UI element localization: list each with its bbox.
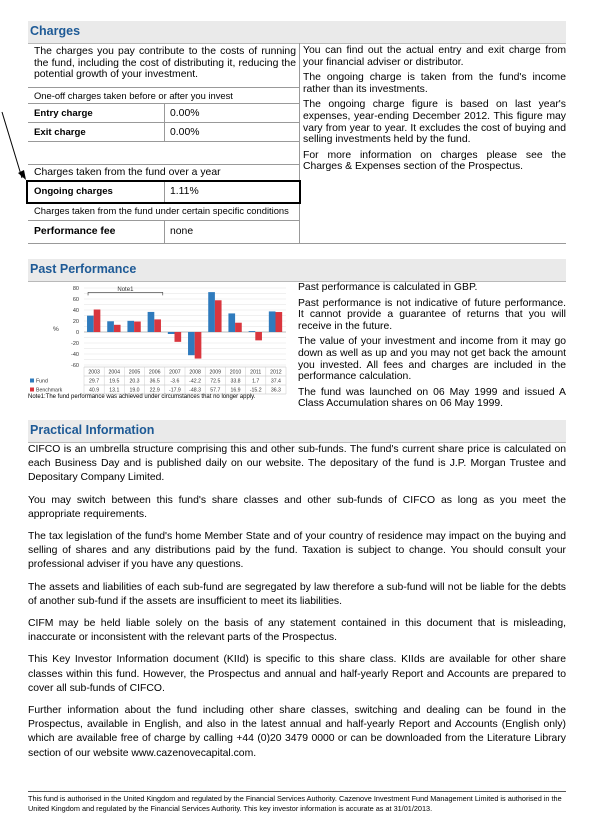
pi-paragraph: CIFM may be held liable solely on the basis of any statement contained in this document that is misleading, inaccurate or inconsistent with the relevant parts of the Prospectus. (28, 618, 566, 644)
pi-paragraph: CIFCO is an umbrella structure comprising this and other sub-funds. The fund's current share price is calculated on each Business Day and is published daily on our website. The depositary of the fund is J.P. Morgan Trustee and Depositary Company Limited. (28, 444, 566, 484)
bar-fund (269, 311, 276, 332)
data-label: 22.9 (149, 387, 160, 394)
bar-benchmark (174, 332, 181, 342)
one-off-header-row (28, 87, 299, 104)
y-tick-label: 60 (72, 297, 79, 303)
data-label: 13.1 (109, 387, 120, 394)
entry-charge-label: Entry charge (34, 108, 93, 119)
practical-info-body (28, 443, 566, 769)
pp-paragraph: Past performance is calculated in GBP. (298, 282, 478, 293)
pi-paragraph: The assets and liabilities of each sub-fund are segregated by law therefore a sub-fund will not be liable for the debts of another sub-fund if the assets are insufficient to meet its liabilities. (28, 581, 566, 607)
ongoing-charges-value: 1.11% (170, 186, 199, 197)
performance-chart (28, 280, 293, 405)
bar-benchmark (215, 300, 222, 332)
y-tick-label: 40 (72, 308, 79, 314)
bar-fund (168, 332, 175, 334)
charges-note: The ongoing charge is taken from the fund's income rather than its investments. (303, 72, 566, 95)
legend-swatch (30, 388, 34, 392)
data-label: 36.5 (149, 378, 160, 385)
y-tick-label: -20 (71, 341, 79, 347)
entry-charge-value: 0.00% (170, 108, 200, 119)
charges-intro: The charges you pay contribute to the costs of running the fund, including the cost of distributing it, reducing the potential growth of your investment. (34, 46, 296, 81)
bar-benchmark (134, 322, 141, 332)
y-tick-label: -40 (71, 352, 79, 358)
note-annotation: Note1 (117, 286, 134, 293)
legend-entry: Fund (36, 378, 48, 385)
x-tick-label: 2004 (108, 369, 121, 376)
y-tick-label: 20 (72, 319, 79, 325)
charges-note: For more information on charges please see the Charges & Expenses section of the Prospectus. (303, 149, 566, 173)
y-axis-label: % (53, 326, 59, 333)
data-label: 20.3 (129, 378, 140, 385)
one-off-header: One-off charges taken before or after you invest (34, 90, 233, 101)
bar-benchmark (114, 325, 121, 332)
x-tick-label: 2006 (148, 369, 161, 376)
data-label: -42.2 (189, 378, 202, 385)
charges-table (28, 43, 300, 243)
x-tick-label: 2012 (270, 369, 282, 376)
bar-benchmark (94, 310, 101, 332)
arrow-icon (0, 110, 30, 185)
charges-note: You can find out the actual entry and exit charge from your financial adviser or distributor. (303, 45, 566, 68)
performance-fee-value: none (170, 226, 194, 237)
data-label: 57.7 (210, 387, 221, 394)
bar-fund (107, 321, 114, 332)
data-label: 33.8 (230, 378, 241, 385)
bar-fund (188, 332, 195, 355)
entry-charge-row (28, 103, 299, 123)
data-label: 16.9 (230, 387, 241, 394)
over-year-header-row (28, 164, 299, 181)
pp-paragraph: Past performance is not indicative of future performance. It cannot provide a guarantee of returns that you will receive in the future. (298, 297, 566, 332)
specific-header: Charges taken from the fund under certain specific conditions (34, 205, 289, 216)
pp-paragraph: The fund was launched on 06 May 1999 and issued A Class Accumulation shares on 06 May 1999. (298, 386, 566, 410)
past-performance-header (28, 259, 566, 282)
exit-charge-row (28, 122, 299, 142)
bar-benchmark (154, 319, 161, 332)
past-performance-title: Past Performance (30, 262, 137, 276)
bar-benchmark (235, 323, 242, 332)
empty-row (28, 141, 299, 165)
x-tick-label: 2007 (169, 369, 181, 376)
data-label: 40.9 (89, 387, 100, 394)
ongoing-charges-label: Ongoing charges (34, 186, 113, 197)
data-label: -3.6 (170, 378, 180, 385)
bar-fund (87, 316, 94, 332)
bar-fund (249, 331, 256, 332)
x-tick-label: 2008 (189, 369, 201, 376)
bar-benchmark (255, 332, 262, 340)
legend-entry: Benchmark (36, 387, 63, 394)
y-tick-label: 0 (75, 330, 79, 336)
past-performance-notes (298, 282, 566, 414)
ongoing-charges-highlight (26, 180, 301, 204)
data-label: 37.4 (270, 378, 281, 385)
exit-charge-value: 0.00% (170, 127, 200, 138)
x-tick-label: 2003 (88, 369, 100, 376)
over-year-header: Charges taken from the fund over a year (34, 167, 221, 178)
y-tick-label: -60 (71, 363, 79, 369)
bar-fund (127, 321, 134, 332)
bar-fund (228, 313, 235, 332)
pi-paragraph: This Key Investor Information document (KIId) is specific to this share class. KIIds are available for other share classes within this fund. However, the Prospectus and annual and half-yearly Report and Accounts are prepared to cover all sub-funds of CIFCO. (28, 654, 566, 694)
bar-benchmark (195, 332, 202, 359)
pi-paragraph: You may switch between this fund's share classes and other sub-funds of CIFCO as long as you meet the appropriate requirements. (28, 494, 566, 520)
data-label: -17.9 (168, 387, 181, 394)
charges-header (28, 21, 566, 44)
legend-swatch (30, 379, 34, 383)
charges-title: Charges (30, 24, 81, 38)
data-label: 36.3 (270, 387, 281, 394)
pi-paragraph: The tax legislation of the fund's home Member State and of your country of residence may impact on the buying and selling of shares and any distributions paid by the fund. Taxation is subject to change. You should consult your professional adviser if you have any questions. (28, 531, 566, 571)
bar-benchmark (275, 312, 282, 332)
bar-fund (148, 312, 155, 332)
pi-paragraph: Further information about the fund including other share classes, switching and dealing can be found in the Prospectus, available in English, and also in the latest annual and half-yearly Report and Accounts (English only) which are available free of charge by calling +44 (0)20 3479 0000 or can be downloaded from the Literature Library section of our website www.cazenovecapital.com. (28, 705, 566, 759)
x-tick-label: 2009 (209, 369, 222, 376)
data-label: 1.7 (252, 378, 260, 385)
exit-charge-label: Exit charge (34, 127, 86, 138)
data-label: 19.5 (109, 378, 120, 385)
x-tick-label: 2010 (229, 369, 242, 376)
data-label: 19.0 (129, 387, 140, 394)
data-label: -15.2 (249, 387, 262, 394)
performance-fee-label: Performance fee (34, 226, 116, 237)
data-label: -48.3 (189, 387, 202, 394)
x-tick-label: 2011 (250, 369, 262, 376)
charges-section (28, 43, 566, 244)
specific-header-row (28, 202, 299, 221)
charges-note: The ongoing charge figure is based on last year's expenses, year-ending December 2012. This figure may vary from year to year. It excludes the cost of buying and selling investments held by the fund. (303, 99, 566, 146)
y-tick-label: 80 (72, 286, 79, 292)
practical-info-title: Practical Information (30, 423, 155, 437)
x-tick-label: 2005 (128, 369, 141, 376)
practical-info-header (28, 420, 566, 443)
pp-paragraph: The value of your investment and income from it may go down as well as up and you may not get back the amount you invested. All fees and charges are included in the performance calculation. (298, 336, 566, 383)
footer-text: This fund is authorised in the United Kingdom and regulated by the Financial Services Authority. Cazenove Investment Fund Management Limited is authorised in the United Kingdom and regulated by the Financial Services Authority. This key investor information is accurate as at 31/01/2013. (28, 791, 566, 814)
data-label: 29.7 (89, 378, 100, 385)
bar-fund (208, 292, 215, 332)
charges-notes (303, 45, 566, 177)
performance-fee-row (28, 220, 299, 244)
chart-note: Note1:The fund performance was achieved under circumstances that no longer apply. (28, 394, 256, 400)
data-label: 72.5 (210, 378, 221, 385)
